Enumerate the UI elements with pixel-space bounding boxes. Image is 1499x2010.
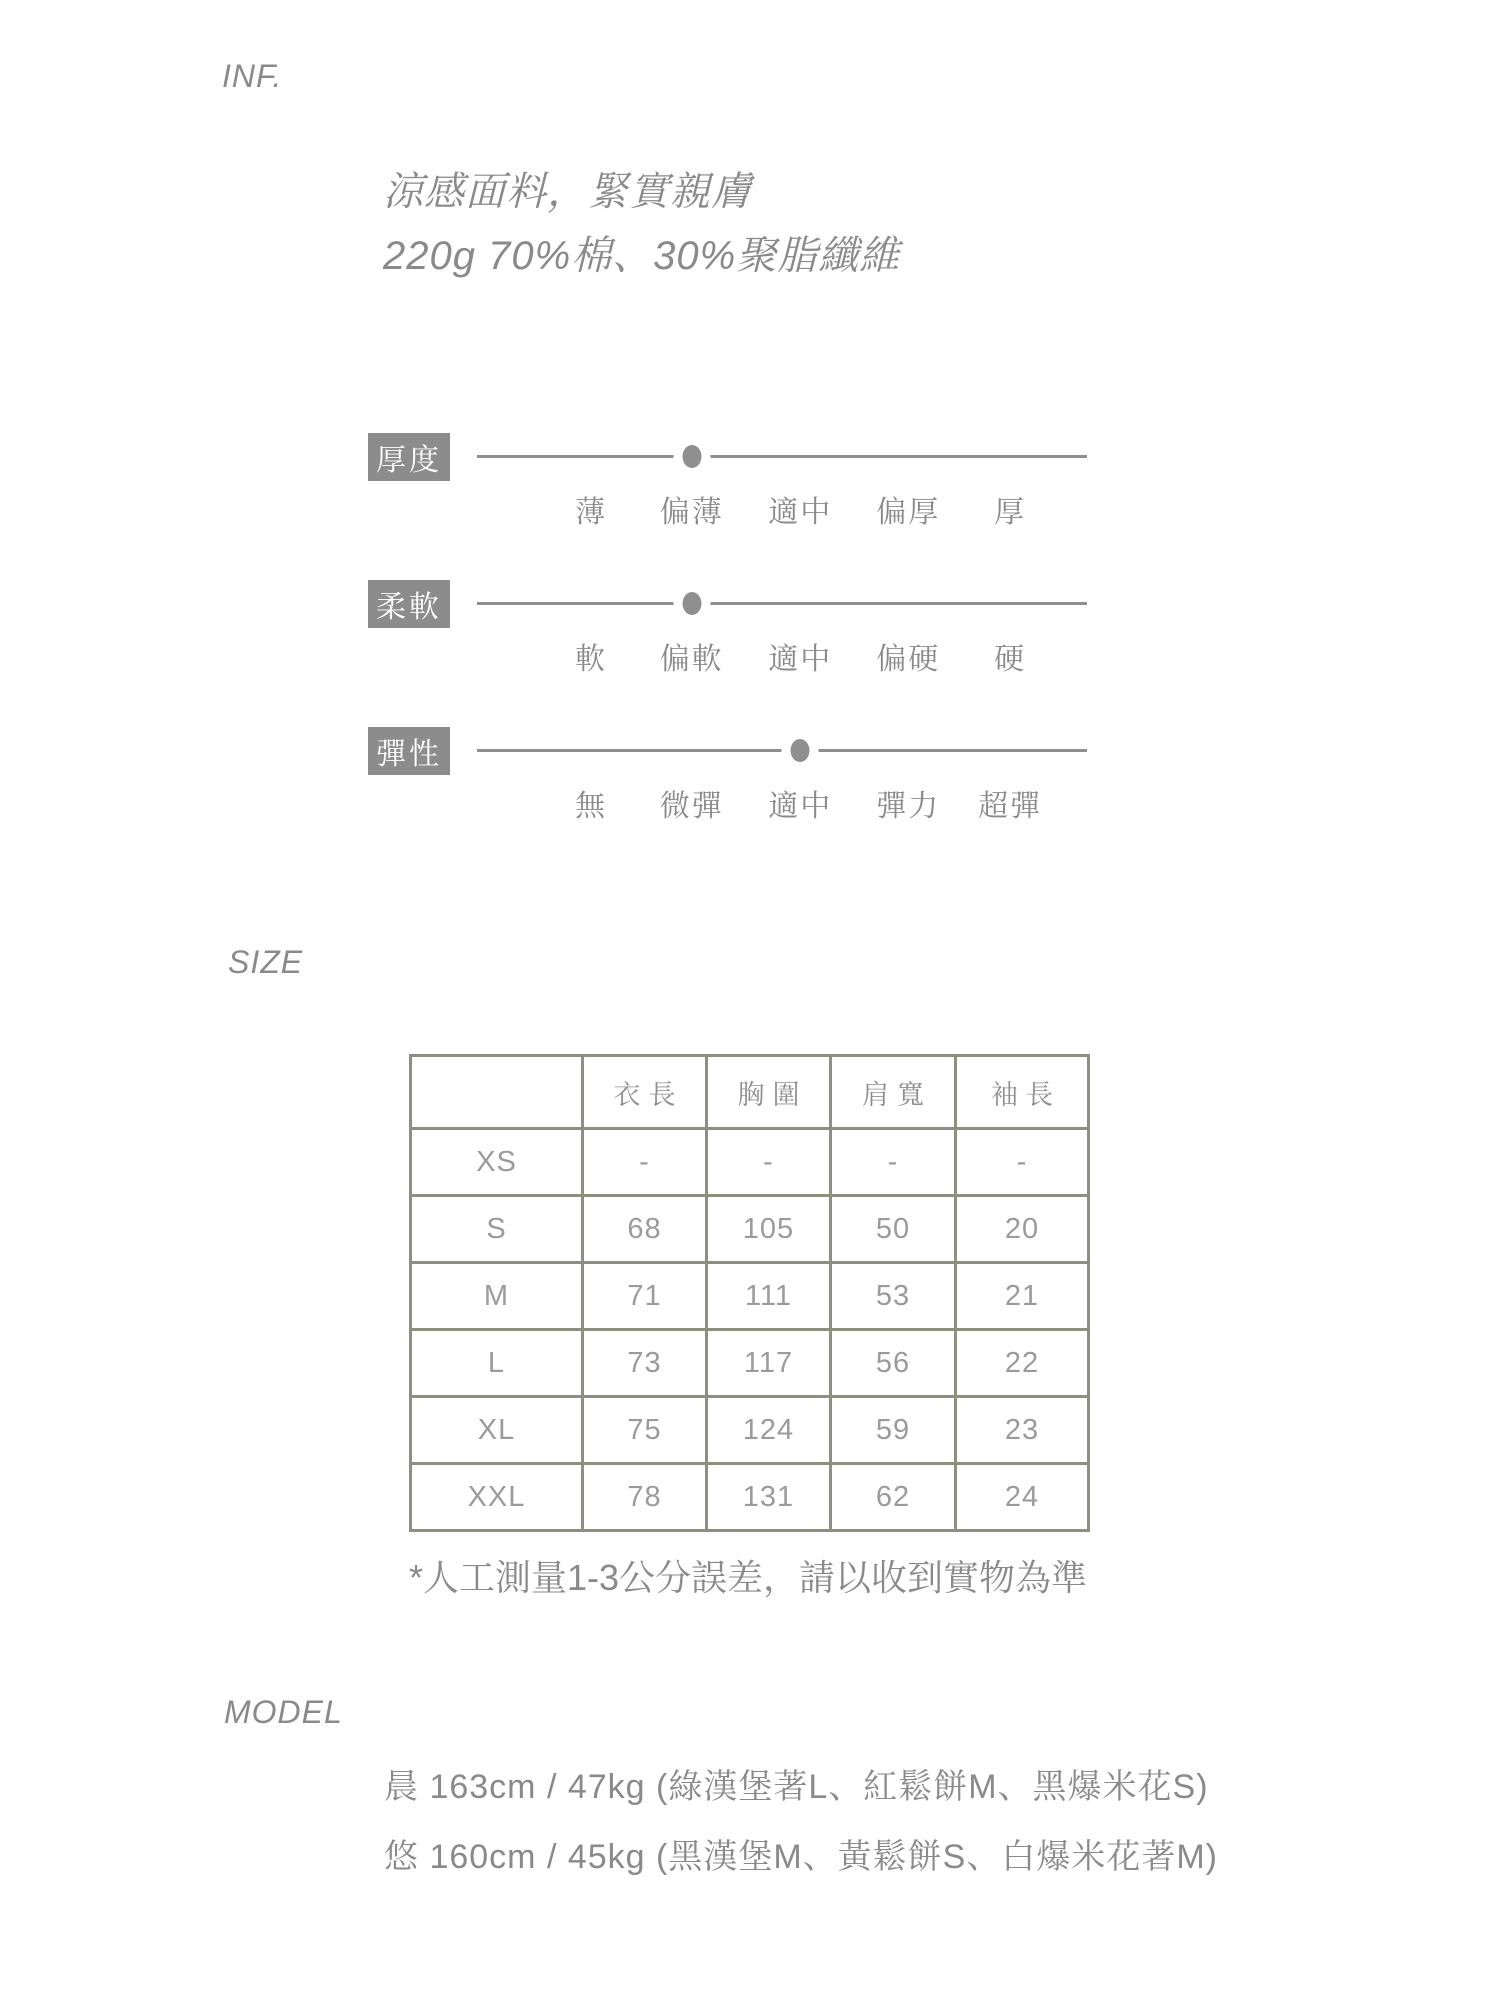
thickness-option-label: 偏薄 xyxy=(659,496,724,529)
measurement-cell: 73 xyxy=(583,1330,707,1397)
thickness-slider-options xyxy=(477,487,1087,529)
measurement-cell: 22 xyxy=(956,1330,1089,1397)
fabric-description-line-1: 涼感面料，緊實親膚 xyxy=(383,170,752,214)
size-label: S xyxy=(411,1196,583,1263)
elasticity-slider-row xyxy=(0,727,1499,837)
size-table-row-xs xyxy=(411,1129,1089,1196)
size-table-col-header: 肩寬 xyxy=(831,1056,956,1129)
size-table-row-l xyxy=(411,1330,1089,1397)
measurement-cell: 124 xyxy=(707,1397,831,1464)
elasticity-option-label: 彈力 xyxy=(876,790,941,823)
size-label: XXL xyxy=(411,1464,583,1531)
measurement-cell: 111 xyxy=(707,1263,831,1330)
size-table-header-row xyxy=(411,1056,1089,1129)
softness-option-label: 軟 xyxy=(575,643,608,676)
size-section-title: SIZE xyxy=(228,944,304,980)
size-label: L xyxy=(411,1330,583,1397)
measurement-cell: 105 xyxy=(707,1196,831,1263)
model-info-line-1: 晨 163cm / 47kg (綠漢堡著L、紅鬆餅M、黑爆米花S) xyxy=(384,1768,1209,1806)
softness-option-label: 硬 xyxy=(994,643,1027,676)
softness-option-label: 偏硬 xyxy=(876,643,941,676)
measurement-cell: 56 xyxy=(831,1330,956,1397)
measurement-cell: 131 xyxy=(707,1464,831,1531)
size-table-col-header: 袖長 xyxy=(956,1056,1089,1129)
size-table-row-xl xyxy=(411,1397,1089,1464)
thickness-option-label: 適中 xyxy=(768,496,833,529)
elasticity-slider-label: 彈性 xyxy=(368,727,450,775)
measurement-cell: - xyxy=(583,1129,707,1196)
measurement-cell: 78 xyxy=(583,1464,707,1531)
size-label: XS xyxy=(411,1129,583,1196)
size-table-corner-cell xyxy=(411,1056,583,1129)
measurement-cell: 62 xyxy=(831,1464,956,1531)
measurement-cell: 20 xyxy=(956,1196,1089,1263)
size-table-row-xxl xyxy=(411,1464,1089,1531)
elasticity-option-label: 無 xyxy=(575,790,608,823)
thickness-slider-track xyxy=(477,455,1087,458)
model-info-line-2: 悠 160cm / 45kg (黑漢堡M、黃鬆餅S、白爆米花著M) xyxy=(384,1838,1218,1876)
size-table-row-m xyxy=(411,1263,1089,1330)
size-table-col-header: 胸圍 xyxy=(707,1056,831,1129)
size-label: XL xyxy=(411,1397,583,1464)
measurement-cell: 23 xyxy=(956,1397,1089,1464)
measurement-cell: 117 xyxy=(707,1330,831,1397)
fabric-description xyxy=(383,160,900,288)
softness-slider-options xyxy=(477,634,1087,676)
elasticity-option-label: 適中 xyxy=(768,790,833,823)
softness-slider-label: 柔軟 xyxy=(368,580,450,628)
measurement-cell: - xyxy=(831,1129,956,1196)
elasticity-option-label: 微彈 xyxy=(659,790,724,823)
softness-slider-dot xyxy=(682,592,701,615)
thickness-slider-dot xyxy=(682,445,701,468)
measurement-cell: 68 xyxy=(583,1196,707,1263)
thickness-option-label: 薄 xyxy=(575,496,608,529)
measurement-disclaimer: *人工測量1-3公分誤差，請以收到實物為準 xyxy=(409,1557,1088,1598)
inf-section-title: INF. xyxy=(222,58,283,94)
thickness-option-label: 偏厚 xyxy=(876,496,941,529)
measurement-cell: 71 xyxy=(583,1263,707,1330)
elasticity-option-label: 超彈 xyxy=(978,790,1043,823)
measurement-cell: 59 xyxy=(831,1397,956,1464)
measurement-cell: 21 xyxy=(956,1263,1089,1330)
softness-option-label: 適中 xyxy=(768,643,833,676)
model-info xyxy=(384,1752,1218,1892)
measurement-cell: - xyxy=(956,1129,1089,1196)
softness-slider-track xyxy=(477,602,1087,605)
thickness-option-label: 厚 xyxy=(994,496,1027,529)
measurement-cell: 50 xyxy=(831,1196,956,1263)
measurement-cell: 24 xyxy=(956,1464,1089,1531)
thickness-slider-row xyxy=(0,433,1499,543)
measurement-cell: 53 xyxy=(831,1263,956,1330)
size-table-col-header: 衣長 xyxy=(583,1056,707,1129)
size-label: M xyxy=(411,1263,583,1330)
model-section-title: MODEL xyxy=(224,1694,343,1730)
measurement-cell: 75 xyxy=(583,1397,707,1464)
elasticity-slider-options xyxy=(477,781,1087,823)
elasticity-slider-dot xyxy=(791,739,810,762)
thickness-slider-label: 厚度 xyxy=(368,433,450,481)
fabric-description-line-2: 220g 70%棉、30%聚脂纖維 xyxy=(383,234,901,278)
size-table xyxy=(409,1054,1090,1532)
elasticity-slider-track xyxy=(477,749,1087,752)
measurement-cell: - xyxy=(707,1129,831,1196)
softness-option-label: 偏軟 xyxy=(659,643,724,676)
softness-slider-row xyxy=(0,580,1499,690)
size-table-row-s xyxy=(411,1196,1089,1263)
